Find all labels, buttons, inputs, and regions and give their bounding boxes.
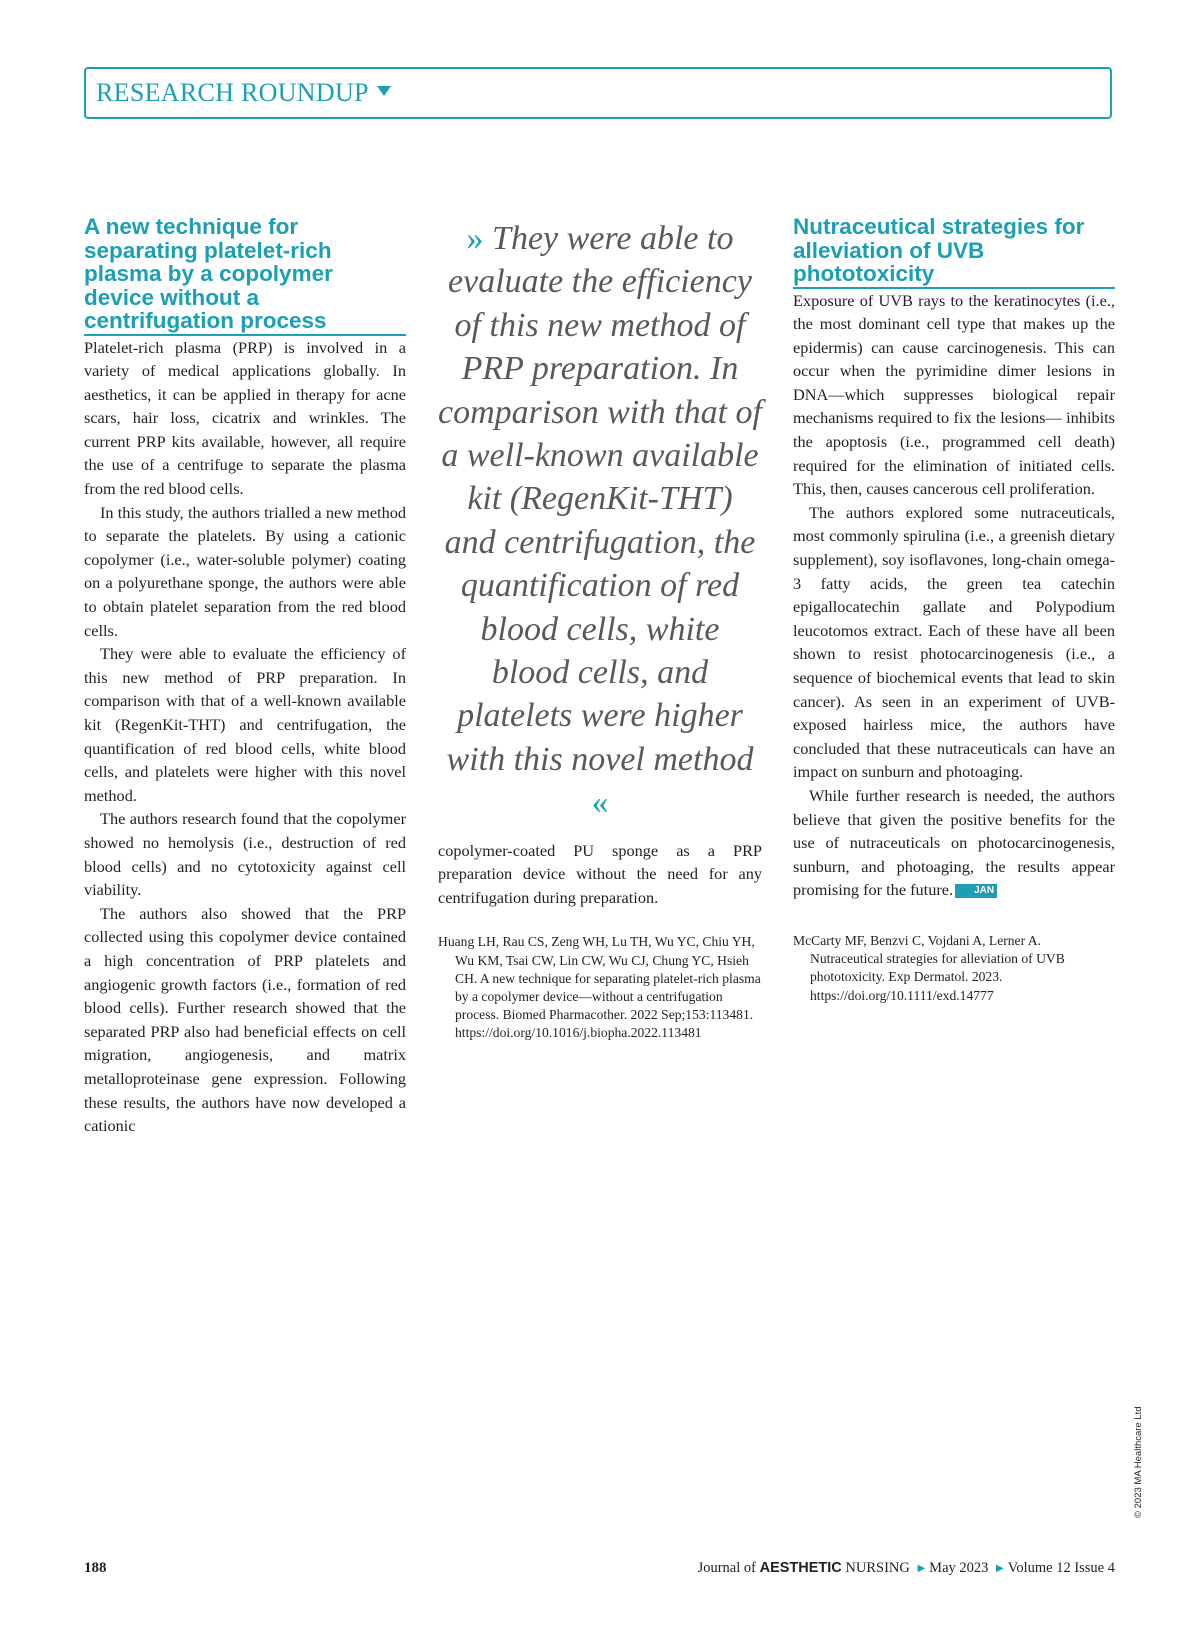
article2-column [793, 215, 1115, 1005]
article2-last-paragraph: While further research is needed, the authors believe that given the positive benefits for the use of nutraceuticals on photocarcinogenesis, sunburn, and photoaging, the results appear promising for the future. [793, 785, 1115, 900]
article2-paragraph: Exposure of UVB rays to the keratinocytes (i.e., the most dominant cell type that makes up the epidermis) can cause carcinogenesis. This can occur when the pyrimidine dimer lesions in DNA—which suppresses biological repair mechanisms required to fix the lesions— inhibits the apoptosis (i.e., programmed cell death) required for the elimination of initiated cells. This, then, causes cancerous cell proliferation. [793, 290, 1115, 499]
journal-prefix: Journal of [697, 1560, 760, 1576]
volume-issue: Volume 12 Issue 4 [1007, 1560, 1115, 1576]
article2-paragraph: The authors explored some nutraceuticals, most commonly spirulina (i.e., a greenish dietary supplement), soy isoflavones, long-chain omega-3 fatty acids, the green tea catechin epigallocatechin gallate and Polypodium leucotomos extract. Each of these have all been shown to resist photocarcinogenesis (i.e., a sequence of biochemical events that lead to skin cancer). As seen in an experiment of UVB-exposed hairless mice, the authors have concluded that these nutraceuticals can have an impact on sunburn and photoaging. [793, 502, 1115, 782]
issue-date: May 2023 [929, 1560, 989, 1576]
footer-journal-info [698, 1560, 1115, 1577]
triangle-right-icon: ▶ [996, 1563, 1004, 1574]
article1-paragraph: Platelet-rich plasma (PRP) is involved in a variety of medical applications globally. In aesthetics, it can be applied in therapy for acne scars, hair loss, cicatrix and wrinkles. The current PRP kits available, however, all require the use of a centrifuge to separate the plasma from the red blood cells. [84, 337, 406, 499]
end-of-article-icon: JAN [955, 884, 997, 898]
triangle-right-icon: ▶ [917, 1563, 926, 1574]
article1-title: A new technique for separating platelet-rich plasma by a copolymer device without a centrifugation process [84, 215, 406, 336]
section-header [84, 67, 1112, 119]
article1-paragraph: In this study, the authors trialled a new method to separate the platelets. By using a cationic copolymer (i.e., water-soluble polymer) coating on a polyurethane sponge, the authors were able to obtain platelet separation from the red blood cells. [84, 502, 406, 640]
article2-title: Nutraceutical strategies for alleviation of UVB phototoxicity [793, 215, 1115, 289]
section-label: RESEARCH ROUNDUP [96, 78, 369, 107]
article1-reference: Huang LH, Rau CS, Zeng WH, Lu TH, Wu YC, Chiu YH, Wu KM, Tsai CW, Lin CW, Wu CJ, Chung YC, Hsieh CH. A new technique for separating platelet-rich plasma by a copolymer device—without a centrifugation process. Biomed Pharmacother. 2022 Sep;153:113481. https://doi.org/10.1016/j.biopha.2022.113481 [438, 934, 761, 1041]
copyright-notice: © 2023 MA Healthcare Ltd [1133, 1406, 1144, 1518]
article1-body [84, 336, 406, 1138]
article2-reference: McCarty MF, Benzvi C, Vojdani A, Lerner A. Nutraceutical strategies for alleviation of UVB phototoxicity. Exp Dermatol. 2023. https://doi.org/10.1111/exd.14777 [793, 932, 1065, 1003]
pull-quote-column [438, 215, 762, 1043]
article2-body [793, 289, 1115, 902]
pull-quote-text: They were able to evaluate the efficiency of this new method of PRP preparation. In comparison with that of a well-known available kit (RegenKit-THT) and centrifugation, the quantification of red blood cells, white blood cells, and platelets were higher with this novel method [438, 220, 762, 778]
article1-column [84, 215, 406, 1138]
article1-continuation: copolymer-coated PU sponge as a PRP preparation device without the need for any centrifugation during preparation. [438, 840, 762, 907]
pull-quote [438, 215, 762, 825]
article1-paragraph: They were able to evaluate the efficiency of this new method of PRP preparation. In comparison with that of a well-known available kit (RegenKit-THT) and centrifugation, the quantification of red blood cells, white blood cells, and platelets were higher with this novel method. [84, 644, 406, 805]
article1-paragraph: The authors research found that the copolymer showed no hemolysis (i.e., destruction of red blood cells) and no cytotoxicity against cell viability. [84, 809, 406, 900]
article2-paragraph [793, 784, 1115, 902]
close-quote-mark: « [591, 784, 609, 822]
open-quote-mark: » [466, 220, 484, 257]
article1-paragraph: The authors also showed that the PRP collected using this copolymer device contained a high concentration of PRP platelets and angiogenic growth factors (i.e., formation of red blood cells). Further research showed that the separated PRP also had beneficial effects on cell migration, angiogenesis, and matrix metalloproteinase gene expression. Following these results, the authors have now developed a cationic [84, 903, 406, 1136]
journal-name-suffix: NURSING [841, 1560, 910, 1576]
triangle-down-icon [377, 86, 391, 96]
journal-name-bold: AESTHETIC [759, 1560, 842, 1576]
article1-continuation-body [438, 839, 762, 910]
page-number: 188 [84, 1560, 107, 1576]
